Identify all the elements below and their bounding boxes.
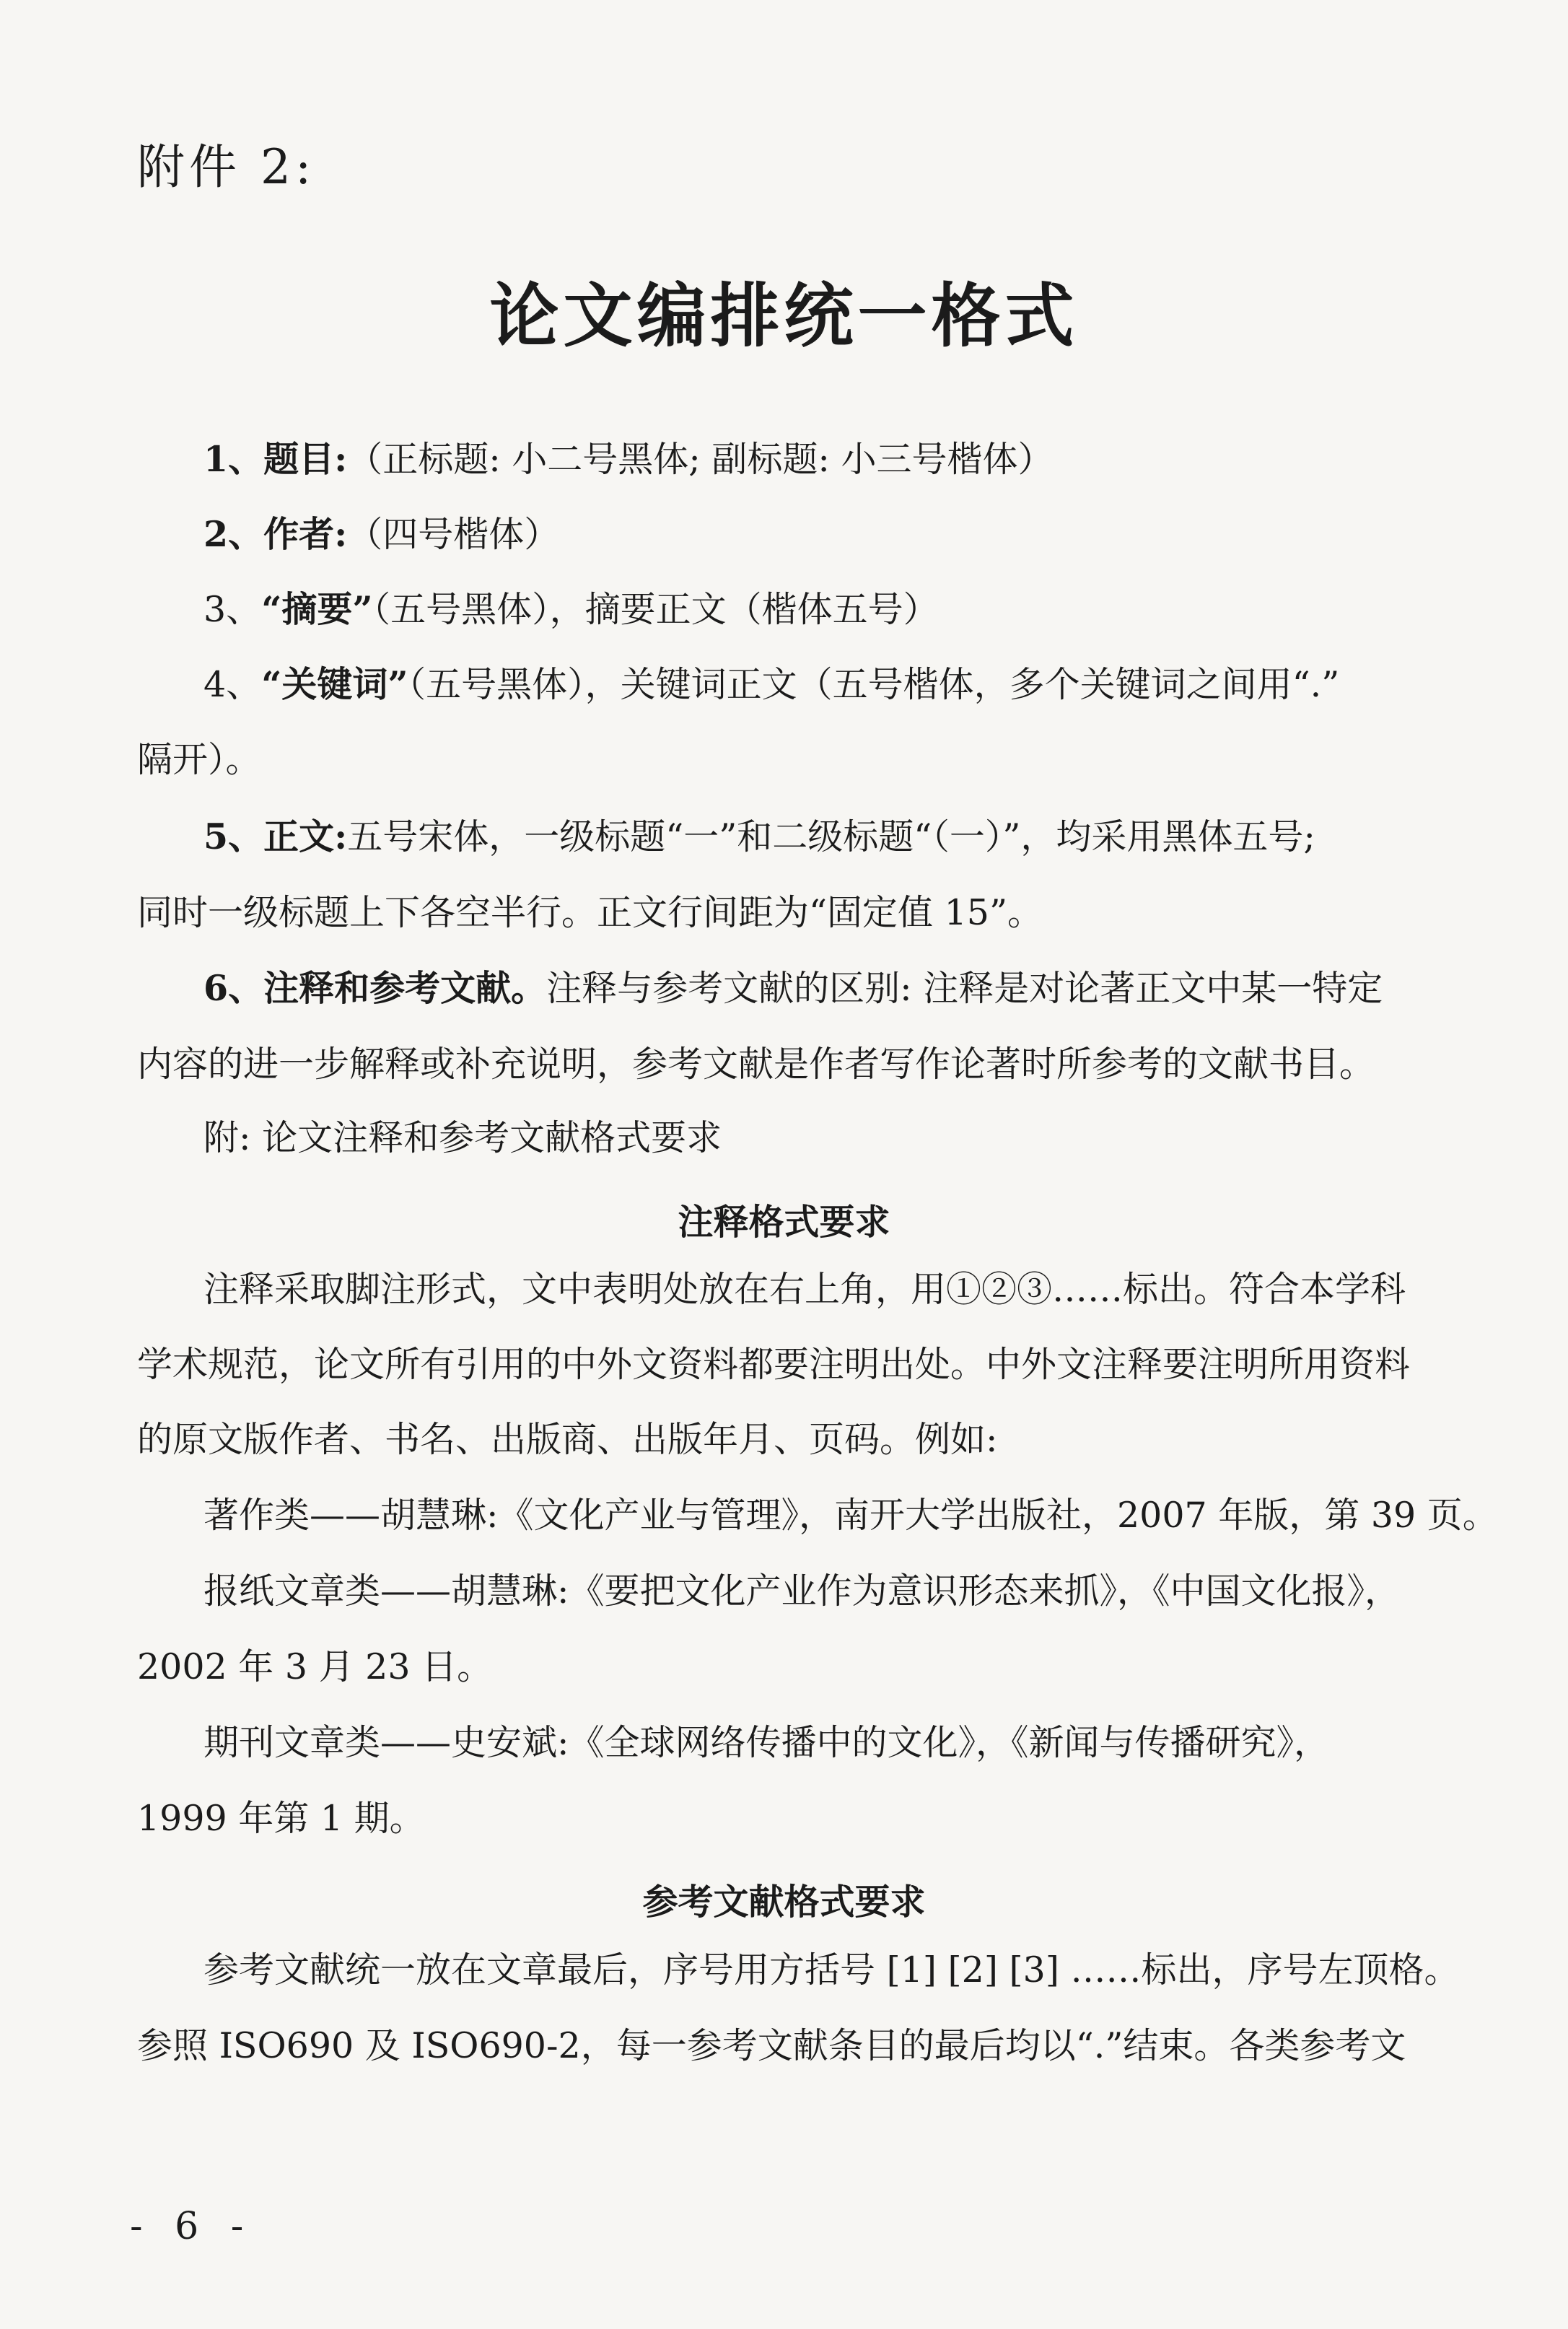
item-4-prefix: 4、 — [203, 664, 262, 705]
example-journal-line-2: 1999 年第 1 期。 — [137, 1798, 425, 1839]
item-1 — [203, 438, 1054, 480]
item-2 — [203, 513, 560, 555]
references-heading: 参考文献格式要求 — [642, 1881, 926, 1923]
item-2-label: 2、作者: — [203, 513, 348, 555]
item-6-label: 6、注释和参考文献。 — [203, 967, 547, 1009]
references-paragraph-line-1: 参考文献统一放在文章最后，序号用方括号 [1] [2] [3] ……标出，序号左顶格。 — [203, 1949, 1460, 1991]
item-4-continuation: 隔开）。 — [137, 739, 261, 780]
example-newspaper-line-1: 报纸文章类——胡慧琳:《要把文化产业作为意识形态来抓》，《中国文化报》， — [203, 1570, 1401, 1612]
item-4-text: （五号黑体），关键词正文（五号楷体，多个关键词之间用“.” — [408, 664, 1340, 705]
item-6 — [203, 967, 1383, 1009]
item-3-text: （五号黑体），摘要正文（楷体五号） — [372, 589, 939, 630]
item-5-label: 5、正文: — [203, 816, 348, 857]
example-book: 著作类——胡慧琳:《文化产业与管理》，南开大学出版社，2007 年版，第 39 页。 — [203, 1495, 1498, 1536]
item-2-text: （四号楷体） — [347, 514, 560, 555]
item-3-prefix: 3、 — [203, 589, 262, 630]
notes-heading: 注释格式要求 — [678, 1201, 890, 1243]
item-5-text: 五号宋体，一级标题“一”和二级标题“（一）”，均采用黑体五号; — [347, 816, 1315, 857]
item-3 — [203, 588, 939, 630]
references-paragraph-line-2: 参照 ISO690 及 ISO690-2，每一参考文献条目的最后均以“.”结束。各类参考文 — [137, 2025, 1406, 2066]
item-6-continuation: 内容的进一步解释或补充说明，参考文献是作者写作论著时所参考的文献书目。 — [137, 1044, 1375, 1085]
notes-paragraph-line-2: 学术规范，论文所有引用的中外文资料都要注明出处。中外文注释要注明所用资料 — [137, 1344, 1411, 1385]
example-newspaper-line-2: 2002 年 3 月 23 日。 — [137, 1646, 493, 1687]
notes-paragraph-line-3: 的原文版作者、书名、出版商、出版年月、页码。例如: — [137, 1419, 998, 1460]
document-title: 论文编排统一格式 — [489, 275, 1079, 357]
example-journal-line-1: 期刊文章类——史安斌:《全球网络传播中的文化》，《新闻与传播研究》， — [203, 1722, 1330, 1763]
item-6-text: 注释与参考文献的区别: 注释是对论著正文中某一特定 — [546, 968, 1383, 1009]
item-1-label: 1、题目: — [203, 438, 348, 480]
notes-paragraph-line-1: 注释采取脚注形式，文中表明处放在右上角，用①②③……标出。符合本学科 — [203, 1269, 1406, 1310]
appendix-note: 附: 论文注释和参考文献格式要求 — [203, 1117, 722, 1158]
page-number: - 6 - — [130, 2205, 254, 2248]
item-4-label: “关键词” — [261, 663, 408, 705]
item-4 — [203, 663, 1340, 705]
item-1-text: （正标题: 小二号黑体; 副标题: 小三号楷体） — [347, 439, 1054, 480]
attachment-label: 附件 2: — [137, 139, 316, 195]
item-5 — [203, 816, 1315, 857]
item-3-label: “摘要” — [261, 588, 373, 630]
item-5-continuation: 同时一级标题上下各空半行。正文行间距为“固定值 15”。 — [137, 892, 1043, 933]
